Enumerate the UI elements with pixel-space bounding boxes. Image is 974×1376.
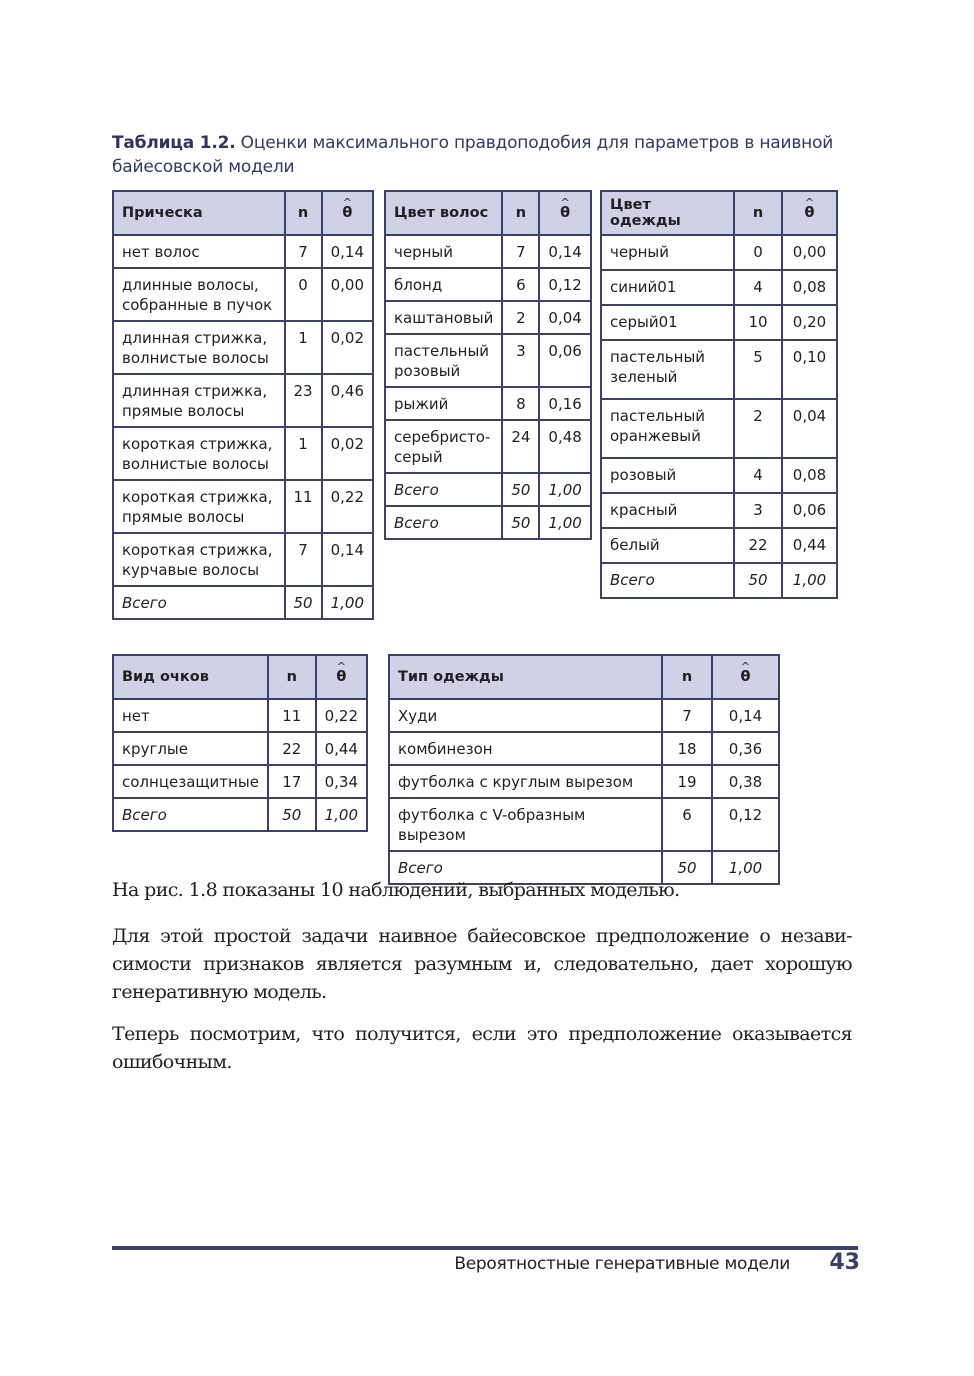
cell-theta: 0,36 [712,732,779,765]
cell-n: 6 [502,268,539,301]
cell-theta: 1,00 [316,798,367,831]
header-label: Тип одежды [389,655,662,699]
table-row [113,533,373,586]
table-total-row [601,563,837,598]
cell-theta: 0,44 [782,528,837,563]
header-n: n [662,655,712,699]
cell-theta: 0,02 [322,321,373,374]
cell-n: 8 [502,387,539,420]
cell-n: 1 [285,427,322,480]
cell-label: короткая стрижка, курчавые волосы [113,533,285,586]
table-row [113,235,373,268]
cell-label: футболка с круглым вырезом [389,765,662,798]
cell-theta: 0,20 [782,305,837,340]
table-row [601,340,837,399]
cell-label: нет волос [113,235,285,268]
cell-n: 4 [734,458,782,493]
table-row [389,798,779,851]
table-header-row [385,191,591,235]
table-row [601,270,837,305]
cell-label: пастельный оранжевый [601,399,734,458]
cell-n: 50 [734,563,782,598]
cell-label: пастельный розовый [385,334,502,387]
cell-label: солнцезащитные [113,765,268,798]
header-n: n [734,191,782,235]
table-row [385,334,591,387]
cell-theta: 0,44 [316,732,367,765]
cell-theta: 0,14 [712,699,779,732]
table-row [601,493,837,528]
table-total-row [385,473,591,506]
table-total-row [113,586,373,619]
theta-hat-symbol: ^ θ [560,205,570,221]
table-row [601,235,837,270]
cell-theta: 0,10 [782,340,837,399]
cell-n: 0 [734,235,782,270]
cell-n: 7 [285,533,322,586]
cell-label: розовый [601,458,734,493]
cell-theta: 0,08 [782,270,837,305]
table-header-row [113,655,367,699]
cell-label: Всего [389,851,662,884]
cell-theta: 0,46 [322,374,373,427]
cell-n: 50 [662,851,712,884]
table-row [113,374,373,427]
cell-theta: 0,12 [539,268,590,301]
page-number: 43 [829,1250,860,1275]
cell-theta: 1,00 [782,563,837,598]
cell-theta: 1,00 [712,851,779,884]
table-clothing-color [600,190,838,599]
cell-n: 18 [662,732,712,765]
table-glasses [112,654,368,832]
cell-theta: 0,04 [782,399,837,458]
cell-n: 22 [268,732,316,765]
table-row [113,268,373,321]
cell-theta: 0,22 [316,699,367,732]
caption-text: Оценки максимального правдоподобия для параметров в наивной байесовской модели [112,133,834,177]
table-row [385,235,591,268]
theta-hat-symbol: ^ θ [336,669,346,685]
cell-theta: 0,04 [539,301,590,334]
table-row [601,528,837,563]
cell-label: короткая стрижка, прямые волосы [113,480,285,533]
cell-label: пастельный зеленый [601,340,734,399]
table-header-row [389,655,779,699]
cell-n: 5 [734,340,782,399]
cell-label: синий01 [601,270,734,305]
cell-n: 3 [734,493,782,528]
table-row [113,480,373,533]
header-theta [539,191,590,235]
cell-theta: 0,08 [782,458,837,493]
paragraph-1: На рис. 1.8 показаны 10 наблюдений, выбранных моделью. [112,879,680,901]
cell-label: длинная стрижка, прямые волосы [113,374,285,427]
table-row [389,732,779,765]
table-row [389,699,779,732]
table-row [601,399,837,458]
header-n: n [285,191,322,235]
cell-theta: 0,00 [782,235,837,270]
cell-label: короткая стрижка, волнистые волосы [113,427,285,480]
cell-n: 19 [662,765,712,798]
cell-theta: 1,00 [322,586,373,619]
cell-label: рыжий [385,387,502,420]
cell-n: 50 [285,586,322,619]
cell-label: Всего [113,586,285,619]
header-label: Цвет одежды [601,191,734,235]
table-header-row [601,191,837,235]
cell-label: футболка с V-образным вырезом [389,798,662,851]
cell-n: 3 [502,334,539,387]
caption-label: Таблица 1.2. [112,133,236,153]
cell-n: 7 [662,699,712,732]
cell-n: 0 [285,268,322,321]
cell-theta: 0,16 [539,387,590,420]
cell-n: 7 [285,235,322,268]
header-label: Цвет волос [385,191,502,235]
header-theta [322,191,373,235]
header-n: n [502,191,539,235]
table-clothing-type [388,654,780,885]
cell-theta: 1,00 [539,473,590,506]
cell-label: Всего [385,506,502,539]
cell-n: 11 [285,480,322,533]
cell-theta: 0,22 [322,480,373,533]
cell-label: длинная стрижка, волнистые волосы [113,321,285,374]
cell-theta: 0,14 [539,235,590,268]
table-row [113,732,367,765]
cell-theta: 0,34 [316,765,367,798]
cell-n: 2 [502,301,539,334]
header-theta [712,655,779,699]
cell-label: Всего [601,563,734,598]
cell-n: 23 [285,374,322,427]
cell-label: круглые [113,732,268,765]
table-hair-color [384,190,592,540]
footer-running-title: Вероятностные генеративные модели [454,1254,790,1274]
cell-label: серый01 [601,305,734,340]
cell-n: 2 [734,399,782,458]
cell-theta: 0,00 [322,268,373,321]
table-row [385,268,591,301]
table-total-row [113,798,367,831]
cell-n: 24 [502,420,539,473]
cell-theta: 0,14 [322,533,373,586]
cell-theta: 0,06 [782,493,837,528]
cell-n: 50 [502,506,539,539]
footer-rule [112,1246,858,1250]
cell-label: серебристо-серый [385,420,502,473]
header-n: n [268,655,316,699]
cell-n: 50 [502,473,539,506]
cell-label: белый [601,528,734,563]
paragraph-3: Теперь посмотрим, что получится, если это предположение оказывается ошибочным. [112,1023,852,1073]
table-row [601,458,837,493]
cell-label: черный [385,235,502,268]
theta-hat-symbol: ^ θ [741,669,751,685]
cell-theta: 0,38 [712,765,779,798]
cell-theta: 0,02 [322,427,373,480]
header-label: Вид очков [113,655,268,699]
table-caption [112,131,852,179]
cell-label: комбинезон [389,732,662,765]
cell-theta: 0,06 [539,334,590,387]
paragraph-2: Для этой простой задачи наивное байесовское предположение о незави-симости признаков является разумным и, следовательно, дает хорошую генеративную модель. [112,925,852,1003]
cell-label: красный [601,493,734,528]
theta-hat-symbol: ^ θ [342,205,352,221]
cell-label: Всего [385,473,502,506]
cell-label: Всего [113,798,268,831]
cell-n: 4 [734,270,782,305]
table-row [113,321,373,374]
cell-label: Худи [389,699,662,732]
cell-theta: 1,00 [539,506,590,539]
table-row [113,765,367,798]
table-row [113,427,373,480]
cell-label: черный [601,235,734,270]
table-row [601,305,837,340]
cell-label: блонд [385,268,502,301]
table-total-row [385,506,591,539]
cell-n: 1 [285,321,322,374]
cell-n: 10 [734,305,782,340]
cell-theta: 0,14 [322,235,373,268]
cell-n: 7 [502,235,539,268]
table-row [389,765,779,798]
cell-theta: 0,12 [712,798,779,851]
cell-label: длинные волосы, собранные в пучок [113,268,285,321]
cell-label: каштановый [385,301,502,334]
table-row [385,387,591,420]
cell-n: 50 [268,798,316,831]
theta-hat-symbol: ^ θ [805,205,815,221]
cell-n: 17 [268,765,316,798]
cell-n: 6 [662,798,712,851]
cell-n: 11 [268,699,316,732]
header-theta [316,655,367,699]
table-header-row [113,191,373,235]
header-label: Прическа [113,191,285,235]
table-row [385,301,591,334]
cell-theta: 0,48 [539,420,590,473]
header-theta [782,191,837,235]
table-hairstyle [112,190,374,620]
cell-label: нет [113,699,268,732]
table-row [113,699,367,732]
table-row [385,420,591,473]
cell-n: 22 [734,528,782,563]
